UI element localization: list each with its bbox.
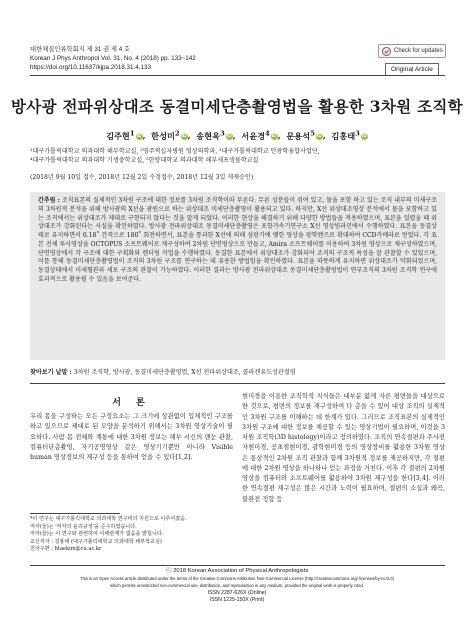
submission-dates: (2018년 9월 10일 접수, 2018년 12월 2일 수정접수, 2018년 12월 3일 게재승인) (30, 174, 254, 181)
abstract-text: 조직표본의 실제적인 3차원 구조에 대한 정보를 3차원 조직학이라 부른다. 무른 성분들이 섞여 있고, 물을 포함 하고 있는 조직 내부의 미세구조의 3차원적 분석을 위해 방사광의 X선을 광원으로 하는 위상대조 미세단층촬영이 활용되고 있다. 하지만, X선 위상대조영상 분석에서 물을 포함하고 있는 조직에서는 위상대조가 제대로 구현되지 않다는 것을 알게 되었다. 이러한 현상을 해결하기 위해 다양한 방법들을 적용하였으며, 표본을 얼렸을 때 위상대조가 강화된다는 사실을 확인하였다. 방사광 전파위상대조 동결미세단층촬영은 포항가속기연구소 X선 영상빔라인에서 수행하였다. 표본을 동결상태로 유지하면서 0.18˚ 간격으로 180˚ 회전하면서, 표본을 통과한 X선에 의해 섬광기에 맺힌 영상을 광학렌즈로 확대하여 CCD카메라로 얻었다. 각 표본 전체 투사영상을 OCTOPUS 소프트웨어로 재구성하여 2차원 단면영상으로 만들고, Amira 소프트웨어를 이용하여 3차원 영상으로 재구성하였으며, 단면영상에서 각 구조에 대한 구획화와 렌더링 작업을 수행하였다. 동결한 표본에서 위상대조가 강화되어 조직의 구조적 특성을 잘 관찰할 수 있었으며, 이를 통해 동결미세단층촬영법이 조직의 3차원 구조를 연구하는 데 유용한 방법임을 확인하였다. 표본을 따뜻하게 유지하면 위상대조가 약화되었으며, 동결상태에서 미세혈관과 세포 구조의 관찰이 가능하였다. 이러한 결과는 방사광 전파위상대조 동결미세단층촬영법이 연부조직의 3차원 조직학 연구에 효과적으로 활용될 수 있음을 보여준다. (38, 197, 437, 283)
author: 김주현$^1$ iD (106, 129, 142, 141)
journal-name-en: Korean J Phys Anthropol Vol. 31, No. 4 (2018) pp. 133~142 (30, 55, 196, 62)
footnote-line: 저자(들)는 '저자의 윤리규정'을 준수하였습니다. (30, 523, 137, 530)
keywords-label: 찾아보기 낱말 : (30, 369, 72, 376)
author-list: 김주현$^1$ iD, 한성미$^2$ iD, 송현욱$^3$ iD, 서윤경$^4$ iD, 문용석$^5$ iD, 김홍태$^3$ iD (106, 129, 367, 141)
license-line: This is an Open Access article distributed under the terms of the Creative Commons Attribution Non-Commercial License (http://creativecommons.org/ licenses/by-nc/3.0) (80, 576, 394, 582)
footnote-line: 교신저자 : 김홍태 (대구가톨릭대학교 의과대학 해부학교실) (30, 538, 162, 545)
footnote-line: *이 연구는 대구가톨릭대학교 의과대학 연구비의 지원으로 이루어졌음. (30, 516, 187, 522)
abstract-label: 간추림 : (38, 197, 60, 204)
orcid-icon[interactable]: iD (136, 133, 142, 140)
check-updates-icon (382, 47, 391, 56)
issn-print: ISSN 1225-150X (Print) (209, 596, 265, 603)
journal-header (30, 45, 290, 72)
license-line: which permits unrestricted non-commercial use, distribution, and reproduction in any medium, provided the original work is properly cited. (110, 583, 364, 589)
paper-title: 방사광 전파위상대조 동결미세단층촬영법을 활용한 3차원 조직학 (11, 97, 463, 116)
affiliations (30, 147, 445, 165)
orcid-icon[interactable]: iD (271, 133, 277, 140)
check-updates-label: Check for updates (394, 48, 443, 54)
author: 문용석$^5$ iD (286, 129, 322, 141)
issn-online: ISSN 2287-626X (Online) (207, 589, 267, 596)
intro-left-paragraph: 우리 몸을 구성하는 모든 구성요소는 그 크기에 상관없이 입체적인 구조를 하고 있으므로 제대로 된 모양을 분석하기 위해서는 3차원 영상기술이 필요하다. 사람 몸 전체와 계통에 대한 3차원 정보는 해부 시신의 맨눈 관찰, 컴퓨터단층촬영, 자기공명영상 같은 영상기기뿐만 아니라 Visible human 영상정보의 재구성 등을 통하여 얻을 수 있다[1,2]. (30, 413, 233, 461)
section-heading-introduction: 서 론 (112, 398, 151, 408)
affiliation-line: ¹대구가톨릭대학교 의과대학 해부학교실, ²영주적십자병원 영상의학과, ³대구가톨릭대학교 안광학융합사업단, (30, 148, 320, 155)
orcid-icon[interactable]: iD (316, 133, 322, 140)
author: 김홍태$^3$ iD (331, 129, 367, 141)
author: 서윤경$^4$ iD (241, 129, 277, 141)
footnote-divider (30, 513, 120, 514)
header-divider (30, 75, 445, 76)
footer (0, 568, 474, 604)
affiliation-line: ⁴대구가톨릭대학교 의과대학 기생충학교실, ⁵한양대학교 의과대학 해부세포생물학교실 (30, 157, 259, 165)
footnote-line: 전자우편 : htaekim@cu.ac.kr (30, 546, 102, 553)
author: 한성미$^2$ iD (151, 129, 187, 141)
orcid-icon[interactable]: iD (226, 133, 232, 140)
orcid-icon[interactable]: iD (181, 133, 187, 140)
orcid-icon[interactable]: iD (361, 133, 367, 140)
journal-name-ko: 대한체질인류학회지 제 31 권 제 4 호 (30, 46, 131, 53)
abstract (38, 197, 437, 285)
author: 송현욱$^3$ iD (196, 129, 232, 141)
keywords (30, 369, 445, 378)
intro-right-paragraph: 현미경을 이용한 조직학적 지식들은 대부분 얇게 자른 평면들을 대상으로 한 것으로, 평면의 정보를 재구성하여 다 층을 수 있어 대상 조직의 실제적인 3차원 구조를 이해하는 데 한계가 있다. 그러므로 조직표본의 실제적인 3차원 구조에 대한 정보를 제공할 수 있는 영상기법이 필요하며, 이것을 3차원 조직학(3D histology)이라고 정의하였다. 조직의 연속절편과 주사전자현미경, 공초점현미경, 광학현미경 등의 영상장비를 활용한 3차원 영상은 통상적인 2차원 조직 관찰과 함께 3차원적 정보를 제공하지만, 각 절편에 대한 2차원 영상을 하나하나 얻는 과정을 거친다. 이후 각 절편의 2차원 영상을 컴퓨터와 소프트웨어를 활용하여 3차원 재구성을 한다[3,4]. 이러한 연속절편 재구성은 많은 시간과 노력이 필요하며, 절편의 소실과 왜곡, 불완전 정합 등 (242, 393, 445, 503)
doi-link[interactable]: https://doi.org/10.11637/kjpa.2018.31.4.133 (30, 64, 152, 71)
footer-divider (30, 565, 445, 566)
footnote-line: 저자(들)는 이 연구와 관련하여 이해관계가 없음을 밝힙니다. (30, 531, 164, 538)
keywords-text: 3차원 조직학, 방사광, 동결미세단층촬영법, X선 전파위상대조, 콜라겐유도성관절염 (73, 369, 296, 376)
keywords-divider (30, 383, 445, 384)
check-for-updates-button[interactable] (378, 44, 446, 58)
abstract-box (30, 192, 445, 360)
footnotes (30, 516, 233, 554)
article-type-label: Original Article (391, 66, 433, 73)
copyright: ⓒ 2018 Korean Association of Physical Anthropologists (165, 568, 309, 574)
